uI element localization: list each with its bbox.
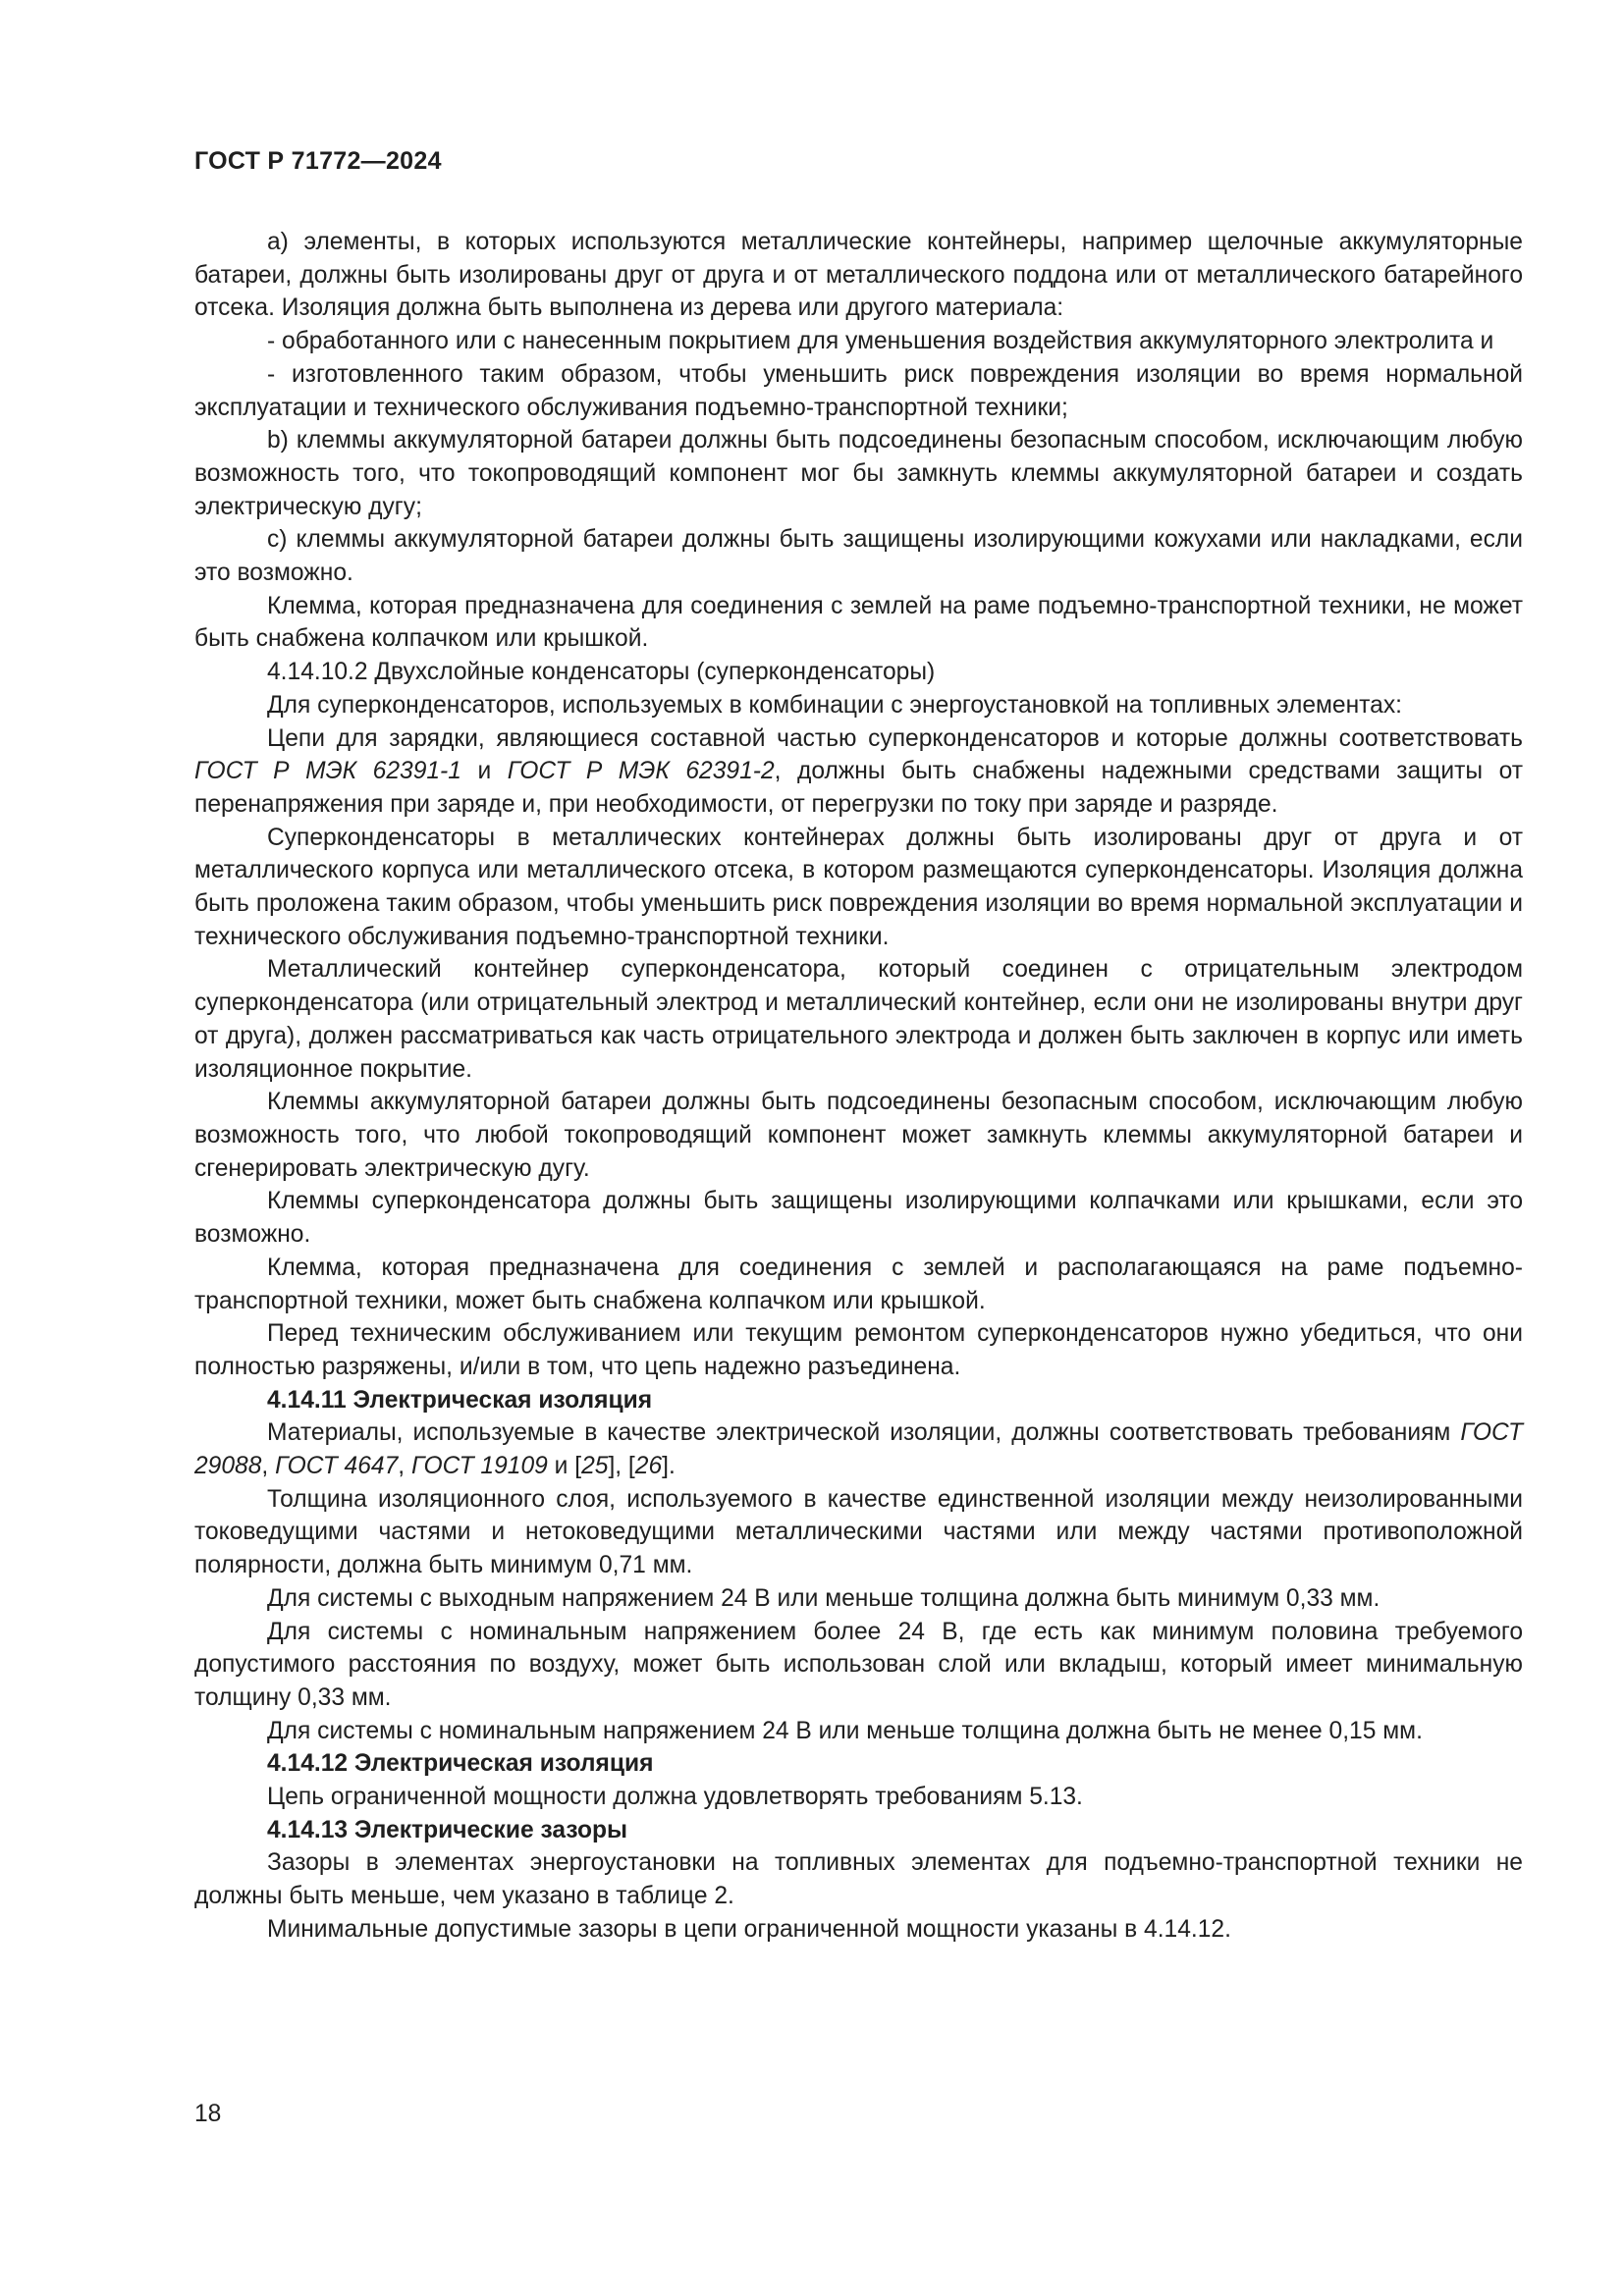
paragraph-24v-min-thickness: Для системы с номинальным напряжением 24 В или меньше толщина должна быть не менее 0,15 мм. — [267, 1717, 1423, 1744]
standard-reference: ГОСТ 19109 — [410, 1453, 548, 1480]
paragraph-metal-containers: Суперконденсаторы в металлических контейнерах должны быть изолированы друг от друга и от металлического корпуса или металлического отсека, в котором размещаются суперконденсаторы. Изоляция должна быть проложена таким образом, чтобы уменьшить риск повреждения изоляции во время нормальной эксплуатации и технического обслуживания подъемно-транспортной техники. — [194, 824, 1523, 950]
bibliography-reference: 26 — [634, 1453, 663, 1480]
document-body — [194, 226, 1523, 1947]
paragraph-clearances: Зазоры в элементах энергоустановки на топливных элементах для подъемно-транспортной техники не должны быть меньше, чем указано в таблице 2. — [194, 1849, 1523, 1910]
paragraph-insulation-thickness: Толщина изоляционного слоя, используемого в качестве единственной изоляции между неизолированными токоведущими частями и нетоковедущими металлическими частями или между частями противоположной полярности, должна быть минимум 0,71 мм. — [194, 1485, 1523, 1579]
standard-reference: ГОСТ Р МЭК 62391-2 — [507, 758, 775, 785]
section-heading-4-14-11: 4.14.11 Электрическая изоляция — [267, 1386, 653, 1414]
paragraph-maintenance: Перед техническим обслуживанием или текущим ремонтом суперконденсаторов нужно убедиться, что они полностью разряжены, и/или в том, что цепь надежно разъединена. — [194, 1320, 1523, 1380]
text-run: Материалы, используемые в качестве электрической изоляции, должны соответствовать требованиям — [267, 1419, 1461, 1447]
paragraph-battery-terminals: Клеммы аккумуляторной батареи должны быть подсоединены безопасным способом, исключающим любую возможность того, что любой токопроводящий компонент может замкнуть клеммы аккумуляторной батареи и сгенерировать электрическую дугу. — [194, 1089, 1523, 1182]
subsection-title: 4.14.10.2 Двухслойные конденсаторы (суперконденсаторы) — [267, 659, 936, 686]
paragraph-c: c) клеммы аккумуляторной батареи должны быть защищены изолирующими кожухами или накладками, если это возможно. — [194, 526, 1523, 587]
paragraph-supercap-terminals: Клеммы суперконденсатора должны быть защищены изолирующими колпачками или крышками, если это возможно. — [194, 1188, 1523, 1249]
text-run: , должны быть снабжены надежными средствами защиты от перенапряжения при заряде и, при необходимости, от перегрузки по току при заряде и разряде. — [194, 758, 1523, 818]
paragraph-charging-circuits — [194, 722, 1523, 822]
paragraph-over-24v: Для системы с номинальным напряжением более 24 В, где есть как минимум половина требуемого допустимого расстояния по воздуху, может быть использован слой или вкладыш, который имеет минимальную толщину 0,33 мм. — [194, 1618, 1523, 1711]
text-run: ]. — [662, 1453, 676, 1480]
standard-reference: ГОСТ 29088 — [194, 1419, 1523, 1480]
paragraph-b: b) клеммы аккумуляторной батареи должны быть подсоединены безопасным способом, исключающим любую возможность того, что токопроводящий компонент мог бы замкнуть клеммы аккумуляторной батареи и создать электрическую дугу; — [194, 427, 1523, 520]
standard-reference: ГОСТ 4647 — [275, 1453, 399, 1480]
paragraph-container-electrode: Металлический контейнер суперконденсатора, который соединен с отрицательным электродом суперконденсатора (или отрицательный электрод и металлический контейнер, если они не изолированы внутри друг от друга), должен рассматриваться как часть отрицательного электрода и должен быть заключен в корпус или иметь изоляционное покрытие. — [194, 956, 1523, 1083]
text-run: и — [460, 758, 508, 785]
text-run: ], [ — [608, 1453, 635, 1480]
paragraph-24v-thickness: Для системы с выходным напряжением 24 В или меньше толщина должна быть минимум 0,33 мм. — [267, 1584, 1380, 1612]
paragraph-a: a) элементы, в которых используются металлические контейнеры, например щелочные аккумуляторные батареи, должны быть изолированы друг от друга и от металлического поддона или от металлического батарейного отсека. Изоляция должна быть выполнена из дерева или другого материала: — [194, 229, 1523, 322]
standard-reference: ГОСТ Р МЭК 62391-1 — [194, 758, 461, 785]
section-heading-4-14-12: 4.14.12 Электрическая изоляция — [267, 1750, 654, 1778]
document-header: ГОСТ Р 71772—2024 — [194, 147, 442, 175]
paragraph-insulation-materials — [194, 1416, 1523, 1482]
section-heading-4-14-13: 4.14.13 Электрические зазоры — [267, 1816, 628, 1843]
paragraph-bullet-2: - изготовленного таким образом, чтобы уменьшить риск повреждения изоляции во время нормальной эксплуатации и технического обслуживания подъемно-транспортной техники; — [194, 360, 1523, 421]
paragraph-ground-terminal: Клемма, которая предназначена для соединения с землей на раме подъемно-транспортной техники, не может быть снабжена колпачком или крышкой. — [194, 592, 1523, 653]
text-run: и [ — [547, 1453, 582, 1480]
paragraph-limited-power: Цепь ограниченной мощности должна удовлетворять требованиям 5.13. — [267, 1784, 1083, 1811]
text-run: , — [398, 1453, 411, 1480]
paragraph-min-clearances: Минимальные допустимые зазоры в цепи ограниченной мощности указаны в 4.14.12. — [267, 1915, 1231, 1943]
page-number: 18 — [194, 2101, 222, 2127]
bibliography-reference: 25 — [581, 1453, 609, 1480]
text-run: Цепи для зарядки, являющиеся составной частью суперконденсаторов и которые должны соответствовать — [267, 724, 1523, 752]
paragraph-supercapacitors-intro: Для суперконденсаторов, используемых в комбинации с энергоустановкой на топливных элементах: — [267, 691, 1402, 719]
paragraph-bullet-1: - обработанного или с нанесенным покрытием для уменьшения воздействия аккумуляторного электролита и — [267, 328, 1494, 355]
paragraph-ground-terminal-2: Клемма, которая предназначена для соединения с землей и располагающаяся на раме подъемно-транспортной техники, может быть снабжена колпачком или крышкой. — [194, 1254, 1523, 1314]
text-run: , — [261, 1453, 276, 1480]
